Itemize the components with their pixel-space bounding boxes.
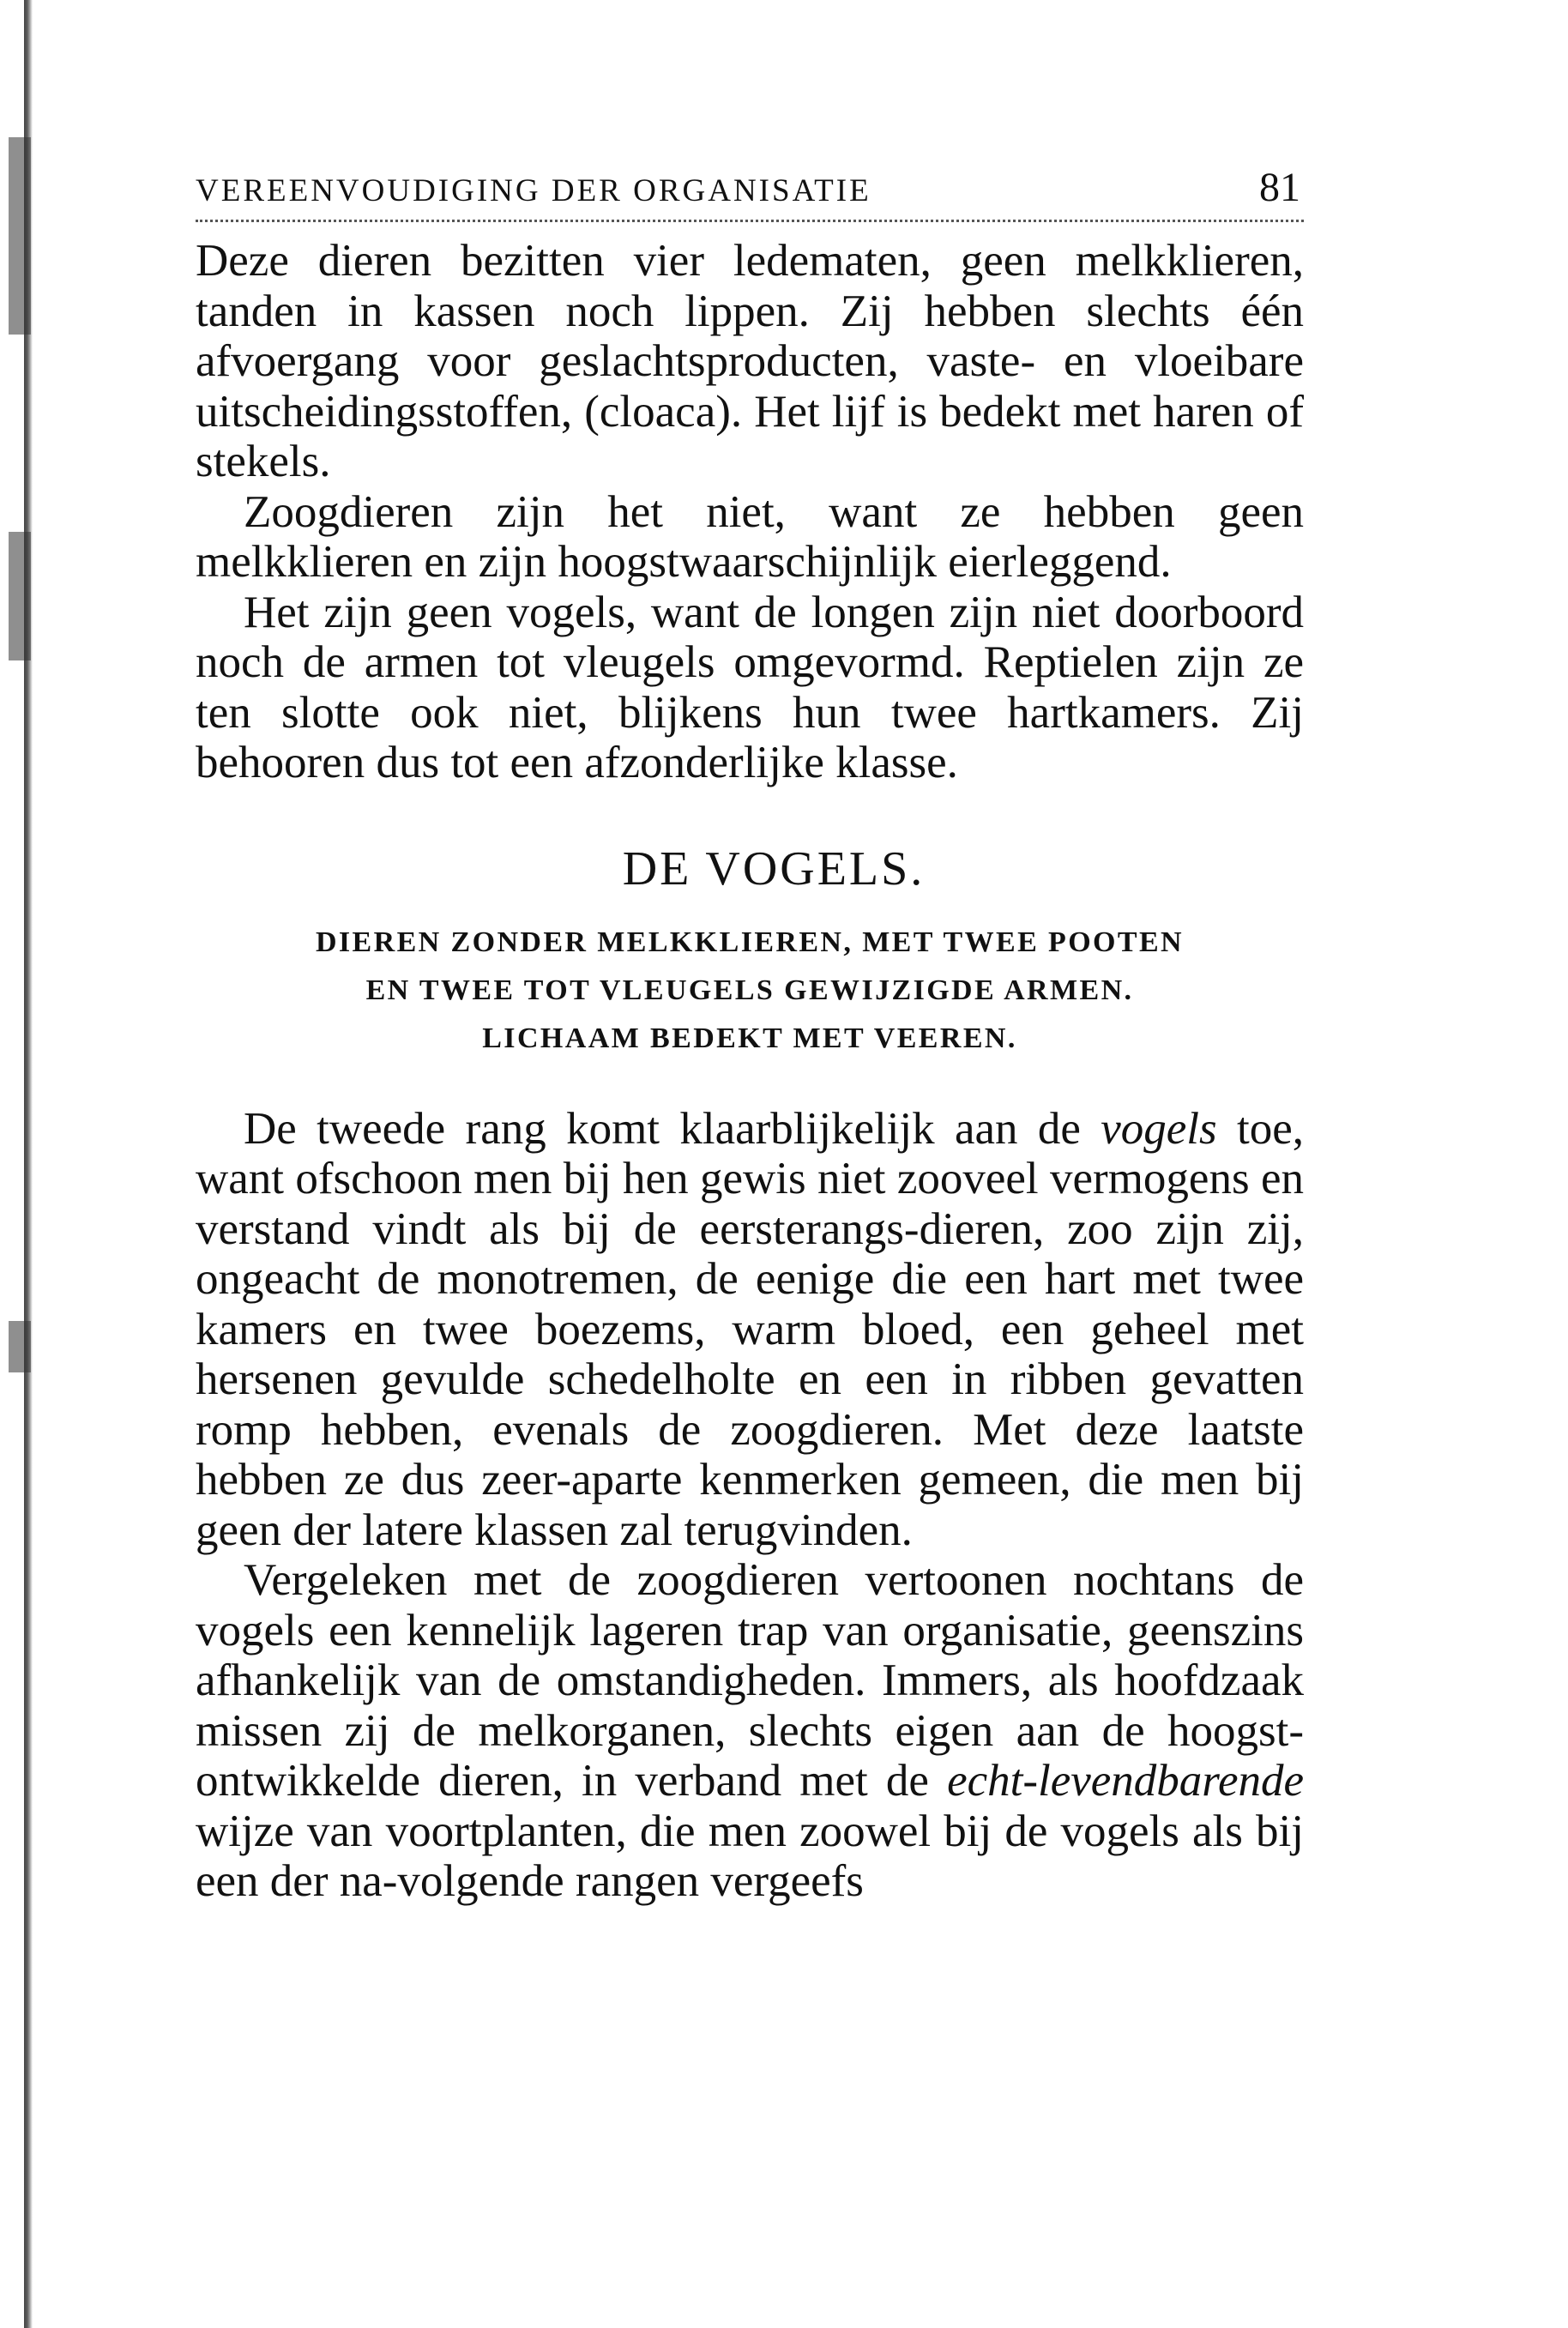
summary-line-3: LICHAAM BEDEKT MET VEEREN. <box>482 1022 1017 1054</box>
intro-text <box>196 236 1304 788</box>
section-title: DE VOGELS. <box>622 841 926 896</box>
binding-shadow <box>9 1321 31 1372</box>
binding-shadow <box>9 532 31 660</box>
intro-paragraph-2: Zoogdieren zijn het niet, want ze hebben geen melkklieren en zijn hoogstwaarschijnlijk eierleggend. <box>196 486 1304 587</box>
summary-line-1: DIEREN ZONDER MELKKLIEREN, MET TWEE POOTEN <box>315 926 1185 958</box>
body-p2-start: Vergeleken met de zoogdieren vertoonen nochtans de vogels een kennelijk lageren trap van organisatie, geenszins afhankelijk van de omstandigheden. Immers, als hoofdzaak missen zij de melkorganen, slechts eigen aan de hoogst-ontwikkelde dieren, in verband met de <box>196 1555 1304 1806</box>
body-paragraph-1 <box>196 1104 1304 1556</box>
body-paragraph-2 <box>196 1555 1304 1907</box>
summary-line-2: EN TWEE TOT VLEUGELS GEWIJZIGDE ARMEN. <box>365 974 1134 1006</box>
page-number: 81 <box>1259 165 1300 210</box>
running-head <box>196 154 1304 222</box>
book-page <box>196 154 1304 1907</box>
section-body <box>196 1104 1304 1907</box>
body-p1-start: De tweede rang komt klaarblijkelijk aan de <box>244 1103 1101 1154</box>
running-title: VEREENVOUDIGING DER ORGANISATIE <box>196 173 871 208</box>
body-p2-end: wijze van voortplanten, die men zoowel bij de vogels als bij een der na-volgende rangen vergeefs <box>196 1806 1304 1906</box>
intro-paragraph-3: Het zijn geen vogels, want de longen zijn niet doorboord noch de armen tot vleugels omgevormd. Reptielen zijn ze ten slotte ook niet, blijkens hun twee hartkamers. Zij behooren dus tot een afzonderlijke klasse. <box>196 587 1304 787</box>
intro-paragraph-1: Deze dieren bezitten vier ledematen, geen melkklieren, tanden in kassen noch lippen. Zij hebben slechts één afvoergang voor geslachtsproducten, vaste- en vloeibare uitscheidingsstoffen, (cloaca). Het lijf is bedekt met haren of stekels. <box>196 236 1304 486</box>
body-p2-emphasis: echt-levendbarende <box>947 1756 1304 1806</box>
section-summary <box>196 919 1304 1063</box>
body-p1-end: toe, want ofschoon men bij hen gewis niet zooveel vermogens en verstand vindt als bij de eersterangs-dieren, zoo zijn zij, ongeacht de monotremen, de eenige die een hart met twee kamers en twee boezems, warm bloed, een geheel met hersenen gevulde schedelholte en een in ribben gevatten romp hebben, evenals de zoogdieren. Met deze laatste hebben ze dus zeer-aparte kenmerken gemeen, die men bij geen der latere klassen zal terugvinden. <box>196 1103 1304 1555</box>
binding-shadow <box>9 137 31 335</box>
page-binding-edge <box>24 0 33 2328</box>
body-p1-emphasis: vogels <box>1101 1103 1217 1154</box>
